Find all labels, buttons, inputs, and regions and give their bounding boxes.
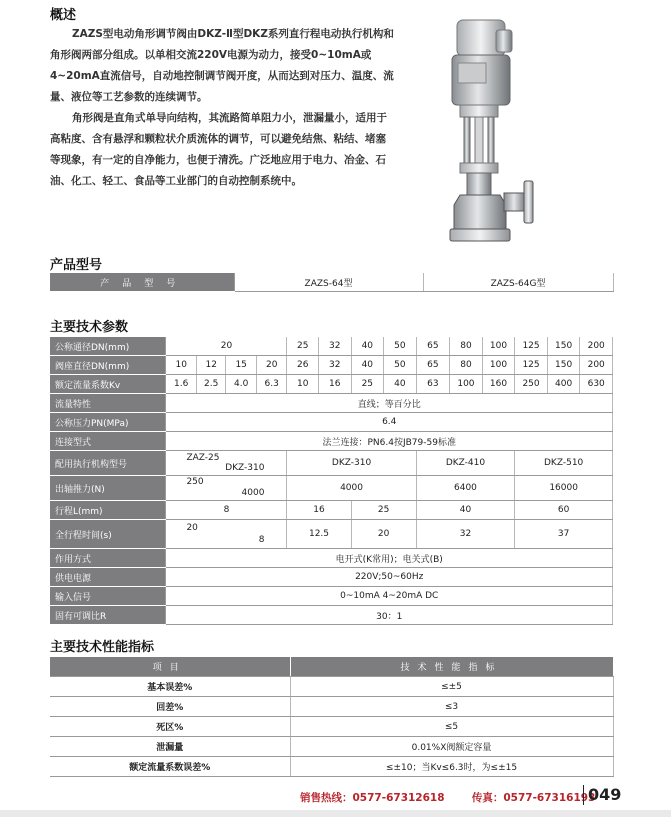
cell: 40 — [351, 337, 384, 356]
cell: 125 — [515, 337, 548, 356]
actuator-label: 配用执行机构型号 — [50, 451, 166, 476]
cell — [166, 476, 287, 501]
cell: DKZ-310 — [287, 451, 416, 476]
table-row — [50, 273, 613, 292]
cell: 20 — [256, 356, 287, 375]
overview-text — [50, 24, 395, 192]
cell: 32 — [318, 337, 351, 356]
cell: 250 — [515, 375, 548, 394]
cell: 直线；等百分比 — [166, 394, 613, 413]
table-row — [50, 337, 613, 356]
power-label: 供电电源 — [50, 568, 166, 587]
table-row — [50, 606, 613, 625]
cell: 4.0 — [226, 375, 257, 394]
cell: 80 — [450, 337, 483, 356]
model-title: 产品型号 — [50, 258, 103, 273]
time-label: 全行程时间(s) — [50, 520, 166, 549]
params-title: 主要技术参数 — [50, 320, 129, 335]
perf-item: 泄漏量 — [50, 737, 290, 757]
cell: 30：1 — [166, 606, 613, 625]
perf-header-spec: 技术性能指标 — [290, 657, 613, 677]
cell: 6.4 — [166, 413, 613, 432]
cell: 6400 — [416, 476, 515, 501]
perf-value: ≤±5 — [290, 677, 613, 697]
cell: 15 — [226, 356, 257, 375]
table-row — [50, 451, 613, 476]
cell: 150 — [547, 356, 580, 375]
input-label: 输入信号 — [50, 587, 166, 606]
cell: 40 — [416, 501, 515, 520]
cell: 100 — [482, 337, 515, 356]
cell: 16 — [287, 501, 351, 520]
overview-paragraph-1: ZAZS型电动角形调节阀由DKZ-Ⅱ型DKZ系列直行程电动执行机构和角形阀两部分组成。以单相交流220V电源为动力，接受0~10mA或4~20mA直流信号，自动地控制调节阀开度，从而达到对压力、温度、流量、液位等工艺参数的连续调节。 — [50, 28, 394, 103]
table-row — [50, 356, 613, 375]
performance-title: 主要技术性能指标 — [50, 640, 155, 655]
cell: 12.5 — [287, 520, 351, 549]
cell: 8 — [166, 501, 287, 520]
cell: 16 — [318, 375, 351, 394]
cell: 10 — [287, 375, 319, 394]
thrust-label: 出轴推力(N) — [50, 476, 166, 501]
table-row — [50, 568, 613, 587]
cell: 80 — [450, 356, 483, 375]
footer-contact — [300, 790, 595, 805]
cell-line: ZAZ-25 — [186, 453, 220, 463]
cell: 630 — [580, 375, 613, 394]
seat-label: 阀座直径DN(mm) — [50, 356, 166, 375]
table-row — [50, 697, 613, 717]
cell: 2.5 — [196, 375, 225, 394]
cell: 6.3 — [256, 375, 287, 394]
table-row — [50, 520, 613, 549]
cell: 65 — [416, 356, 450, 375]
cell: 20 — [166, 337, 287, 356]
cell: 1.6 — [166, 375, 197, 394]
cell: 25 — [351, 501, 416, 520]
page-number: 049 — [583, 785, 621, 805]
table-row — [50, 375, 613, 394]
perf-value: 0.01%X阀额定容量 — [290, 737, 613, 757]
cell: 160 — [482, 375, 515, 394]
table-row — [50, 501, 613, 520]
cell: 63 — [416, 375, 450, 394]
cell: 200 — [580, 337, 613, 356]
perf-value: ≤±10；当Kv≤6.3时，为≤±15 — [290, 757, 613, 777]
sales-hotline: 销售热线：0577-67312618 — [300, 792, 445, 804]
perf-header-item: 项目 — [50, 657, 290, 677]
cell: 16000 — [515, 476, 613, 501]
model-label: 产品型号 — [50, 273, 234, 292]
cell: 60 — [515, 501, 613, 520]
table-row — [50, 394, 613, 413]
cell: 25 — [351, 375, 384, 394]
cell: 32 — [416, 520, 515, 549]
flow-label: 流量特性 — [50, 394, 166, 413]
cell: 法兰连接：PN6.4按JB79-59标准 — [166, 432, 613, 451]
cell: 400 — [547, 375, 580, 394]
cell: 26 — [287, 356, 319, 375]
params-table — [50, 337, 613, 625]
stroke-label: 行程L(mm) — [50, 501, 166, 520]
perf-value: ≤3 — [290, 697, 613, 717]
cell-line: 8 — [258, 535, 265, 545]
cell-line: 4000 — [241, 488, 265, 498]
conn-label: 连接型式 — [50, 432, 166, 451]
cell: 40 — [384, 375, 417, 394]
perf-item: 基本误差% — [50, 677, 290, 697]
table-row — [50, 549, 613, 568]
nominal-label: 公称通径DN(mm) — [50, 337, 166, 356]
model-zazs-64g: ZAZS-64G型 — [423, 273, 613, 292]
table-row — [50, 413, 613, 432]
model-zazs-64: ZAZS-64型 — [234, 273, 423, 292]
table-row — [50, 677, 613, 697]
cell — [166, 520, 287, 549]
cell: 电开式(K常用)；电关式(B) — [166, 549, 613, 568]
overview-title: 概述 — [50, 8, 77, 23]
table-row — [50, 737, 613, 757]
pn-label: 公称压力PN(MPa) — [50, 413, 166, 432]
cell: 20 — [351, 520, 416, 549]
range-label: 固有可调比R — [50, 606, 166, 625]
cell: 100 — [482, 356, 515, 375]
cell-line: DKZ-310 — [225, 463, 265, 473]
table-row — [50, 432, 613, 451]
cell: 4000 — [287, 476, 416, 501]
table-row — [50, 757, 613, 777]
cell-line: 20 — [186, 523, 198, 533]
cell: 12 — [196, 356, 225, 375]
model-table — [50, 273, 614, 292]
kv-label: 额定流量系数Kv — [50, 375, 166, 394]
perf-item: 回差% — [50, 697, 290, 717]
cell-line: 250 — [186, 477, 204, 487]
cell: 0~10mA 4~20mA DC — [166, 587, 613, 606]
overview-paragraph-2: 角形阀是直角式单导向结构，其流路简单阻力小，泄漏量小，适用于高粘度、含有悬浮和颗粒状介质流体的调节，可以避免结焦、粘结、堵塞等现象，有一定的自净能力，也便于清洗。广泛地应用于电力、冶金、石油、化工、轻工、食品等工业部门的自动控制系统中。 — [50, 112, 387, 187]
perf-value: ≤5 — [290, 717, 613, 737]
cell: 125 — [515, 356, 548, 375]
table-row — [50, 657, 613, 677]
cell: 50 — [384, 337, 417, 356]
mode-label: 作用方式 — [50, 549, 166, 568]
cell: 200 — [580, 356, 613, 375]
fax-number: 传真：0577-67316193 — [471, 792, 596, 804]
performance-table — [50, 657, 614, 777]
cell: 100 — [450, 375, 483, 394]
perf-item: 死区% — [50, 717, 290, 737]
cell: 220V;50~60Hz — [166, 568, 613, 587]
cell: 65 — [416, 337, 450, 356]
cell: 37 — [515, 520, 613, 549]
cell: 150 — [547, 337, 580, 356]
bottom-bar — [0, 810, 671, 817]
cell: 25 — [287, 337, 319, 356]
table-row — [50, 587, 613, 606]
table-row — [50, 717, 613, 737]
cell: 50 — [384, 356, 417, 375]
cell: 40 — [351, 356, 384, 375]
cell: DKZ-410 — [416, 451, 515, 476]
table-row — [50, 476, 613, 501]
cell — [166, 451, 287, 476]
cell: 10 — [166, 356, 197, 375]
angle-valve-image — [412, 15, 537, 245]
perf-item: 额定流量系数误差% — [50, 757, 290, 777]
cell: DKZ-510 — [515, 451, 613, 476]
cell: 32 — [318, 356, 351, 375]
